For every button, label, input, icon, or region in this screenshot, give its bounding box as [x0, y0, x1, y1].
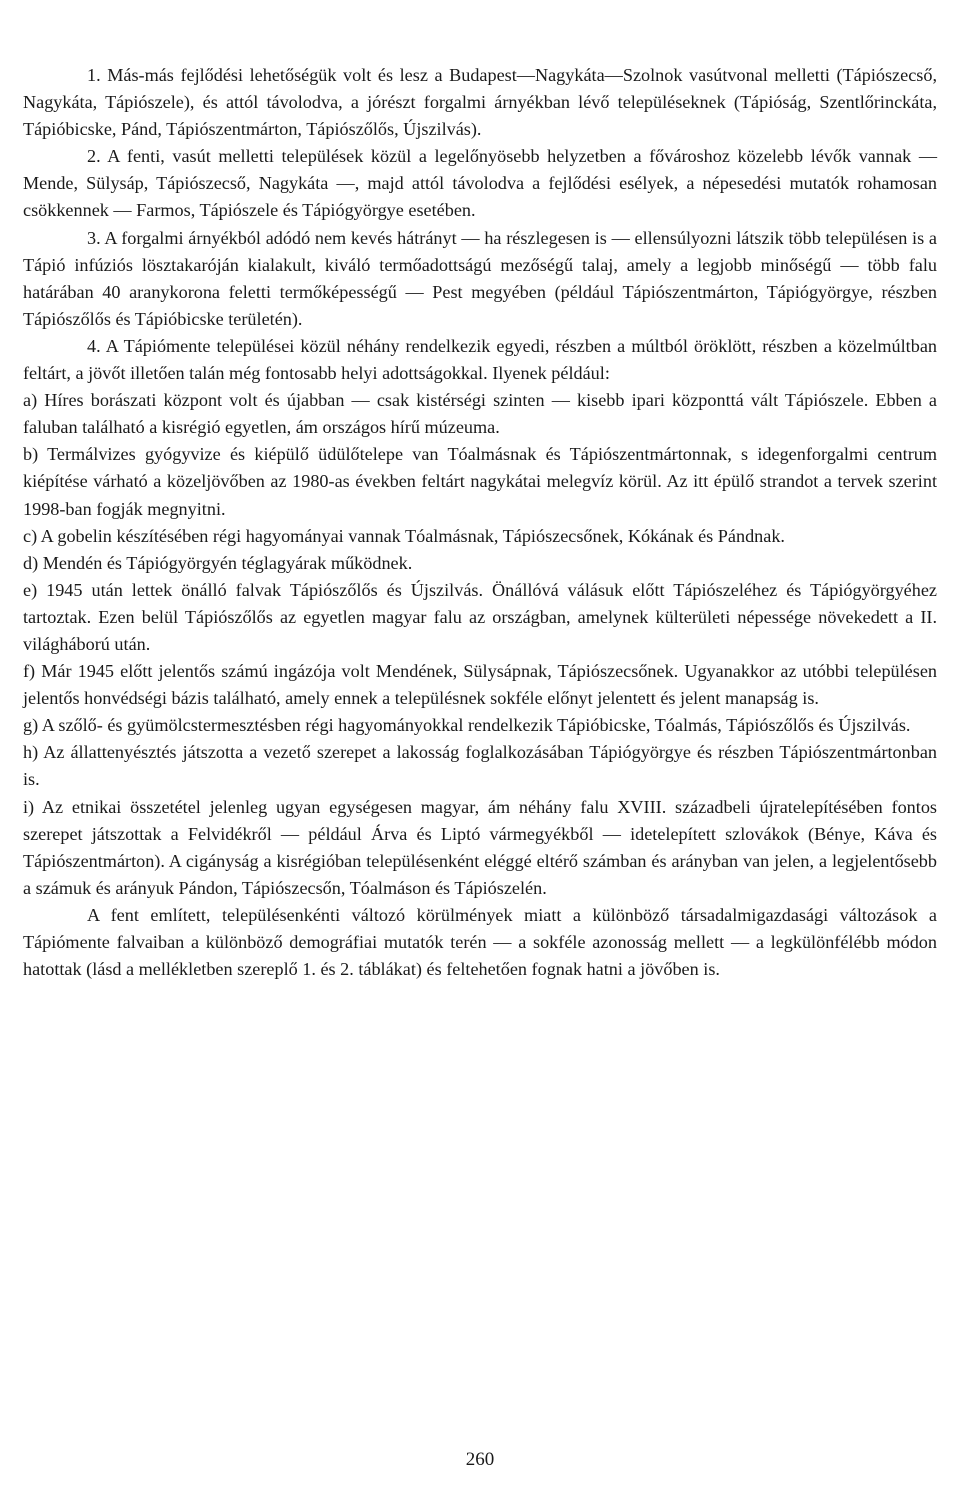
list-item-g: g) A szőlő- és gyümölcstermesztésben régi hagyományokkal rendelkezik Tápióbicske, Tóalmás, Tápiószőlős és Újszilvás. [23, 715, 911, 736]
list-item-c: c) A gobelin készítésében régi hagyományai vannak Tóalmásnak, Tápiószecsőnek, Kókának és Pándnak. [23, 525, 785, 546]
document-body [23, 62, 937, 983]
page-number: 260 [465, 1449, 495, 1470]
paragraph-1: 1. Más-más fejlődési lehetőségük volt és lesz a Budapest—Nagykáta—Szolnok vasútvonal melletti (Tápiószecső, Nagykáta, Tápiószele), és attól távolodva, a jórészt forgalmi árnyékban lévő településeknek (Tápióság, Szentlőrinckáta, Tápióbicske, Pánd, Tápiószentmárton, Tápiószőlős, Újszilvás). [23, 65, 937, 140]
list-item-a: a) Híres borászati központ volt és újabban — csak kistérségi szinten — kisebb ipari központtá vált Tápiószele. Ebben a faluban található a kisrégió egyetlen, ám országos hírű múzeuma. [23, 390, 937, 438]
paragraph-3: 3. A forgalmi árnyékból adódó nem kevés hátrányt — ha részlegesen is — ellensúlyozni látszik több településen is a Tápió infúziós lösztakaróján kialakult, kiváló termőadottságú mezőségű talaj, amely a legjobb minőségű — több falu határában 40 aranykorona feletti termőképességű — Pest megyében (például Tápiószentmárton, Tápiógyörgye, részben Tápiószőlős és Tápióbicske területén). [23, 227, 937, 329]
list-item-d: d) Mendén és Tápiógyörgyén téglagyárak működnek. [23, 552, 413, 573]
list-item-e: e) 1945 után lettek önálló falvak Tápiószőlős és Újszilvás. Önállóvá válásuk előtt Tápiószeléhez és Tápiógyörgyéhez tartoztak. Ezen belül Tápiószőlős az egyetlen magyar falu az országban, amelynek külterületi népessége növekedett a II. világháború után. [23, 579, 937, 654]
list-item-h: h) Az állattenyésztés játszotta a vezető szerepet a lakosság foglalkozásában Tápiógyörgye és részben Tápiószentmártonban is. [23, 742, 937, 790]
closing-paragraph: A fent említett, településenkénti változó körülmények miatt a különböző társadalmigazdasági változások a Tápiómente falvaiban a különböző demográfiai mutatók terén — a sokféle azonosság mellett — a legkülönfélébb módon hatottak (lásd a mellékletben szereplő 1. és 2. táblákat) és feltehetően fognak hatni a jövőben is. [23, 904, 937, 980]
list-item-b: b) Termálvizes gyógyvize és kiépülő üdülőtelepe van Tóalmásnak és Tápiószentmártonnak, s idegenforgalmi centrum kiépítése várható a közeljövőben az 1980-as években feltárt nagykátai melegvíz körül. Az itt épülő strandot a tervek szerint 1998-ban fogják megnyitni. [23, 444, 937, 519]
list-item-f: f) Már 1945 előtt jelentős számú ingázója volt Mendének, Sülysápnak, Tápiószecsőnek. Ugyanakkor az utóbbi településen jelentős honvédségi bázis található, amely ennek a településnek sokféle előnyt jelentett és jelent manapság is. [23, 661, 937, 709]
paragraph-2: 2. A fenti, vasút melletti települések közül a legelőnyösebb helyzetben a fővároshoz közelebb lévők vannak — Mende, Sülysáp, Tápiószecső, Nagykáta —, majd attól távolodva a fejlődési esélyek, a népesedési mutatók rohamosan csökkennek — Farmos, Tápiószele és Tápiógyörgye esetében. [23, 146, 937, 221]
paragraph-4: 4. A Tápiómente települései közül néhány rendelkezik egyedi, részben a múltból öröklött, részben a közelmúltban feltárt, a jövőt illetően talán még fontosabb helyi adottságokkal. Ilyenek például: [23, 335, 937, 384]
list-item-i: i) Az etnikai összetétel jelenleg ugyan egységesen magyar, ám néhány falu XVIII. századbeli újratelepítésében fontos szerepet játszottak a Felvidékről — például Árva és Liptó vármegyékből — idetelepített szlovákok (Bénye, Káva és Tápiószentmárton). A cigányság a kisrégióban településenként eléggé eltérő számban és arányban van jelen, a legjelentősebb a számuk és arányuk Pándon, Tápiószecsőn, Tóalmáson és Tápiószelén. [23, 796, 937, 898]
